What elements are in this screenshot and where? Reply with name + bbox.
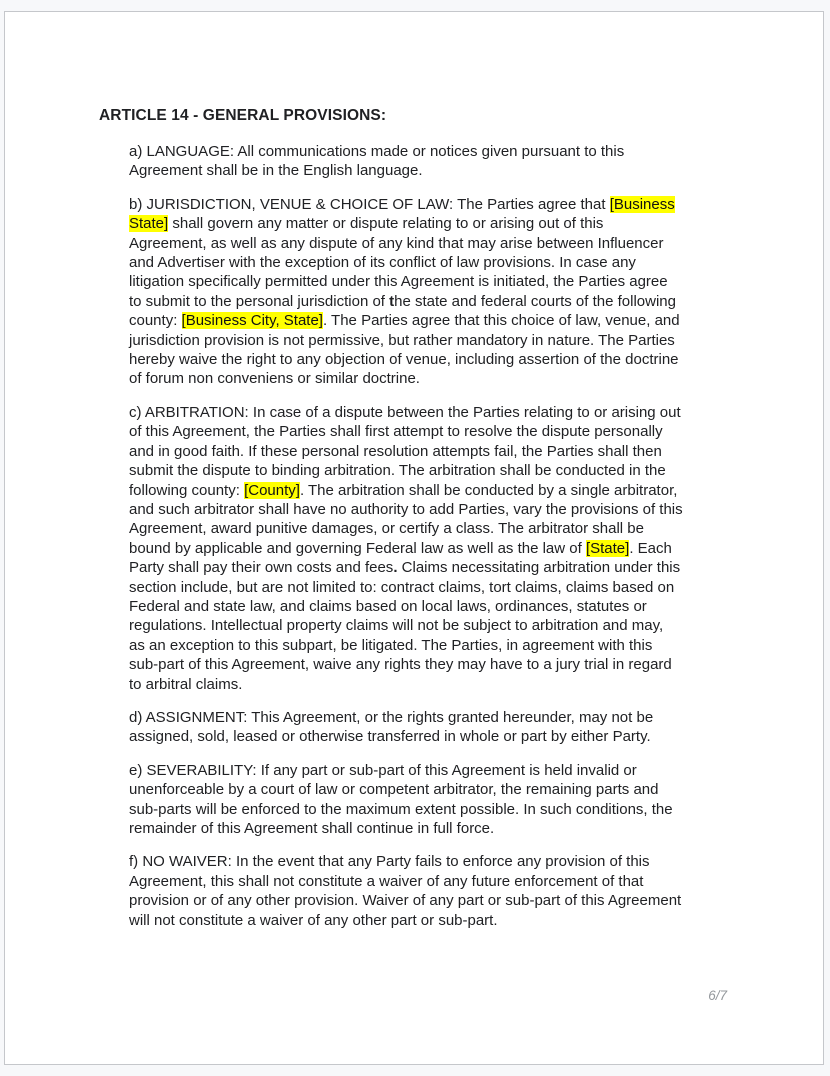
article-heading: ARTICLE 14 - GENERAL PROVISIONS:	[99, 107, 387, 124]
text-run: jurisdiction provision is not permissive, but rather mandatory in nature. The Parties	[129, 331, 675, 349]
text-run: f) NO WAIVER: In the event that any Party fails to enforce any provision of this	[129, 853, 650, 871]
text-run: of forum non conveniens or similar doctrine.	[129, 370, 420, 388]
text-run: following county:	[129, 481, 245, 499]
text-run: as an exception to this subpart, be litigated. The Parties, in agreement with this	[129, 636, 653, 654]
text-run: to arbitral claims.	[129, 675, 243, 693]
text-run: bound by applicable and governing Federal law as well as the law of	[129, 539, 586, 557]
text-run: will not constitute a waiver of any other part or sub-part.	[129, 911, 498, 929]
highlighted-placeholder: [State]	[585, 539, 630, 557]
text-run: of this Agreement, the Parties shall first attempt to resolve the dispute personally	[129, 423, 663, 441]
highlighted-placeholder: [County]	[244, 481, 300, 499]
text-run: litigation specifically permitted under this Agreement is initiated, the Parties agree	[129, 273, 668, 291]
text-run: d) ASSIGNMENT: This Agreement, or the rights granted hereunder, may not be	[129, 708, 654, 726]
text-run: a) LANGUAGE: All communications made or notices given pursuant to this	[129, 143, 625, 160]
text-run: provision or of any other provision. Waiver of any part or sub-part of this Agreement	[129, 892, 682, 910]
article-body	[129, 142, 769, 944]
text-run: shall govern any matter or dispute relating to or arising out of this	[168, 215, 604, 233]
highlighted-placeholder: State]	[129, 215, 169, 233]
text-run: county:	[129, 312, 182, 330]
highlighted-placeholder: [Business	[609, 195, 675, 213]
text-run: Claims necessitating arbitration under this	[397, 559, 681, 577]
text-run: submit the dispute to binding arbitration. The arbitration shall be conducted in the	[129, 462, 666, 480]
text-run: Agreement shall be in the English language.	[129, 162, 423, 180]
text-run: and Advertiser with the exception of its conflict of law provisions. In case any	[129, 254, 636, 272]
text-run: Agreement, award punitive damages, or certify a class. The arbitrator shall be	[129, 520, 644, 538]
text-run: e) SEVERABILITY: If any part or sub-part of this Agreement is held invalid or	[129, 761, 637, 779]
text-run: . Each	[629, 539, 672, 557]
text-run: .	[393, 559, 398, 577]
highlighted-placeholder: [Business City, State]	[181, 312, 323, 330]
text-run: assigned, sold, leased or otherwise transferred in whole or part by either Party.	[129, 728, 651, 746]
text-run: t	[389, 292, 395, 310]
text-run: hereby waive the right to any objection of venue, including assertion of the doctrine	[129, 351, 679, 369]
paragraph-a-language	[129, 142, 769, 181]
paragraph-d-assignment	[129, 708, 769, 747]
paragraph-e-severability	[129, 761, 769, 839]
text-run: and such arbitrator shall have no authority to add Parties, vary the provisions of this	[129, 500, 683, 518]
text-run: Agreement, this shall not constitute a waiver of any future enforcement of that	[129, 872, 644, 890]
text-run: . The Parties agree that this choice of law, venue, and	[322, 312, 680, 330]
text-run: c) ARBITRATION: In case of a dispute between the Parties relating to or arising out	[129, 403, 681, 421]
text-run: Federal and state law, and claims based on local laws, ordinances, statutes or	[129, 597, 647, 615]
document-page	[4, 11, 824, 1065]
text-run: remainder of this Agreement shall continue in full force.	[129, 820, 495, 837]
text-run: to submit to the personal jurisdiction of	[129, 292, 390, 310]
text-run: unenforceable by a court of law or competent arbitrator, the remaining parts and	[129, 781, 659, 799]
paragraph-c-arbitration	[129, 403, 769, 694]
page-number: 6/7	[708, 988, 727, 1003]
text-run: regulations. Intellectual property claims will not be subject to arbitration and may,	[129, 617, 664, 635]
text-run: and in good faith. If these personal resolution attempts fail, the Parties shall then	[129, 442, 662, 460]
text-run: Agreement, as well as any dispute of any kind that may arise between Influencer	[129, 234, 664, 252]
text-run: b) JURISDICTION, VENUE & CHOICE OF LAW: The Parties agree that	[129, 195, 610, 213]
text-run: . The arbitration shall be conducted by a single arbitrator,	[299, 481, 678, 499]
text-run: sub-part of this Agreement, waive any rights they may have to a jury trial in regard	[129, 656, 672, 674]
text-run: Party shall pay their own costs and fees	[129, 559, 394, 577]
text-run: he state and federal courts of the following	[394, 292, 676, 310]
paragraph-b-jurisdiction	[129, 195, 769, 389]
paragraph-f-no-waiver	[129, 852, 769, 930]
text-run: section include, but are not limited to: contract claims, tort claims, claims based on	[129, 578, 675, 596]
text-run: sub-parts will be enforced to the maximum extent possible. In such conditions, the	[129, 800, 673, 818]
